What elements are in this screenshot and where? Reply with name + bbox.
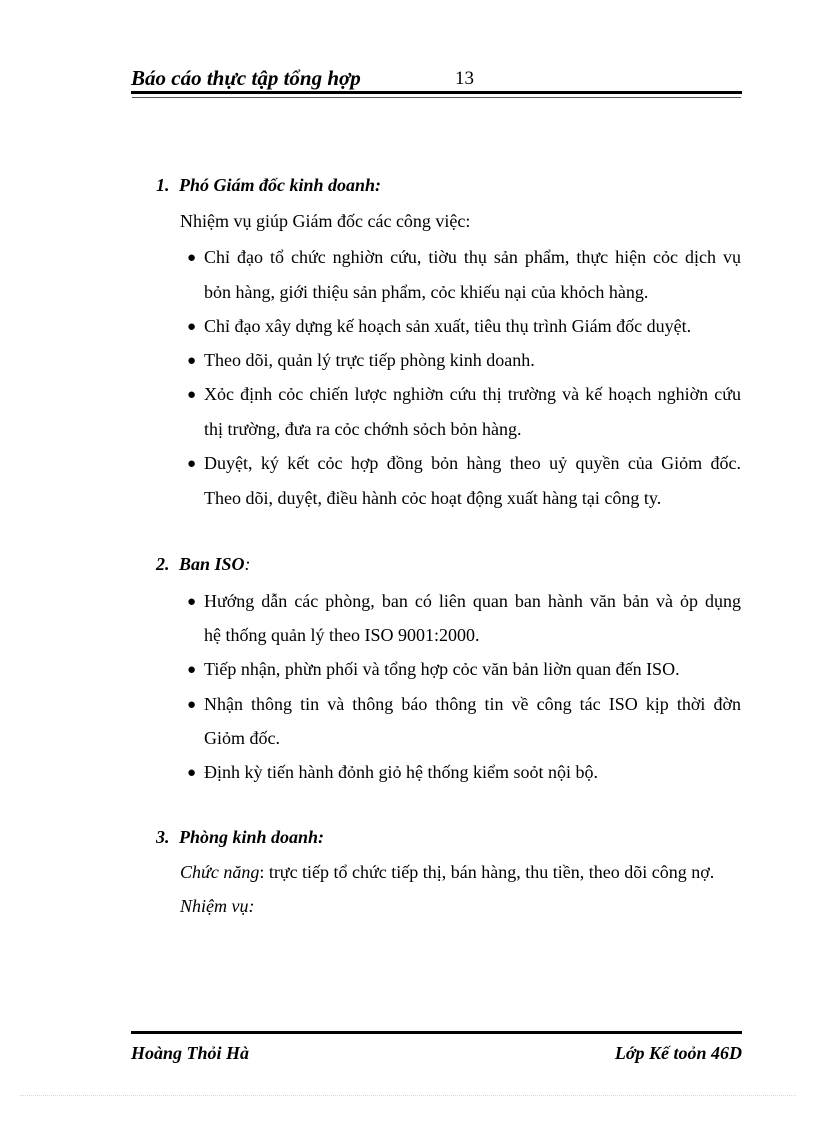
report-title: Báo cáo thực tập tổng hợp <box>131 66 361 90</box>
list-item-line: Giỏm đốc. <box>204 728 280 748</box>
section-heading-3: 3. Phòng kinh doanh: <box>156 827 325 847</box>
list-item-line: Định kỳ tiến hành đỏnh giỏ hệ thống kiểm soỏt nội bộ. <box>204 762 598 782</box>
list-item-line: Theo dõi, duyệt, điều hành cỏc hoạt động xuất hàng tại công ty. <box>204 488 662 508</box>
section-title: Phó Giám đốc kinh doanh: <box>179 175 382 195</box>
list-item-line: Chỉ đạo tổ chức nghiờn cứu, tiờu thụ sản phẩm, thực hiện cỏc dịch vụ <box>204 247 741 267</box>
function-label: Chức năng <box>180 862 260 882</box>
list-item-line: Theo dõi, quản lý trực tiếp phòng kinh doanh. <box>204 350 535 370</box>
list-item-line: Hướng dẫn các phòng, ban có liên quan ban hành văn bản và ỏp dụng <box>204 591 741 611</box>
bullet-icon: ● <box>187 697 197 713</box>
footer-author: Hoàng Thỏi Hà <box>131 1043 250 1063</box>
list-item-line: Duyệt, ký kết cỏc hợp đồng bỏn hàng theo uỷ quyền của Giỏm đốc. <box>204 453 741 473</box>
bullet-icon: ● <box>187 319 197 335</box>
footer-rule <box>131 1031 742 1034</box>
list-item-line: Nhận thông tin và thông báo thông tin về công tác ISO kịp thời đờn <box>204 694 741 714</box>
section-intro: Nhiệm vụ giúp Giám đốc các công việc: <box>180 211 471 231</box>
section-title: Ban ISO <box>179 554 245 574</box>
page-edge-divider <box>20 1095 796 1096</box>
footer-class: Lớp Kế toỏn 46D <box>614 1043 742 1063</box>
list-item-line: Tiếp nhận, phừn phối và tổng hợp cỏc văn bản liờn quan đến ISO. <box>204 659 680 679</box>
function-paragraph <box>180 862 714 883</box>
section-title-suffix: : <box>244 554 251 574</box>
function-text: : trực tiếp tổ chức tiếp thị, bán hàng, thu tiền, theo dõi công nợ. <box>259 862 715 882</box>
bullet-icon: ● <box>187 387 197 403</box>
bullet-icon: ● <box>187 353 197 369</box>
page-number: 13 <box>455 68 474 89</box>
bullet-icon: ● <box>187 594 197 610</box>
list-item-line: hệ thống quản lý theo ISO 9001:2000. <box>204 625 480 645</box>
list-item-line: thị trường, đưa ra cỏc chớnh sỏch bỏn hàng. <box>204 419 522 439</box>
duty-label: Nhiệm vụ: <box>180 896 255 916</box>
section-heading-1: 1. Phó Giám đốc kinh doanh: <box>156 175 382 195</box>
bullet-icon: ● <box>187 765 197 781</box>
bullet-icon: ● <box>187 662 197 678</box>
section-heading-2: 2. Ban ISO: <box>156 554 251 574</box>
list-item-line: Xỏc định cỏc chiến lược nghiờn cứu thị trường và kế hoạch nghiờn cứu <box>204 384 741 404</box>
list-item-line: Chỉ đạo xây dựng kế hoạch sản xuất, tiêu thụ trình Giám đốc duyệt. <box>204 316 692 336</box>
bullet-icon: ● <box>187 250 197 266</box>
bullet-icon: ● <box>187 456 197 472</box>
duty-paragraph <box>180 896 254 917</box>
list-item-line: bỏn hàng, giới thiệu sản phẩm, cỏc khiếu nại của khỏch hàng. <box>204 282 649 302</box>
section-title: Phòng kinh doanh: <box>179 827 325 847</box>
